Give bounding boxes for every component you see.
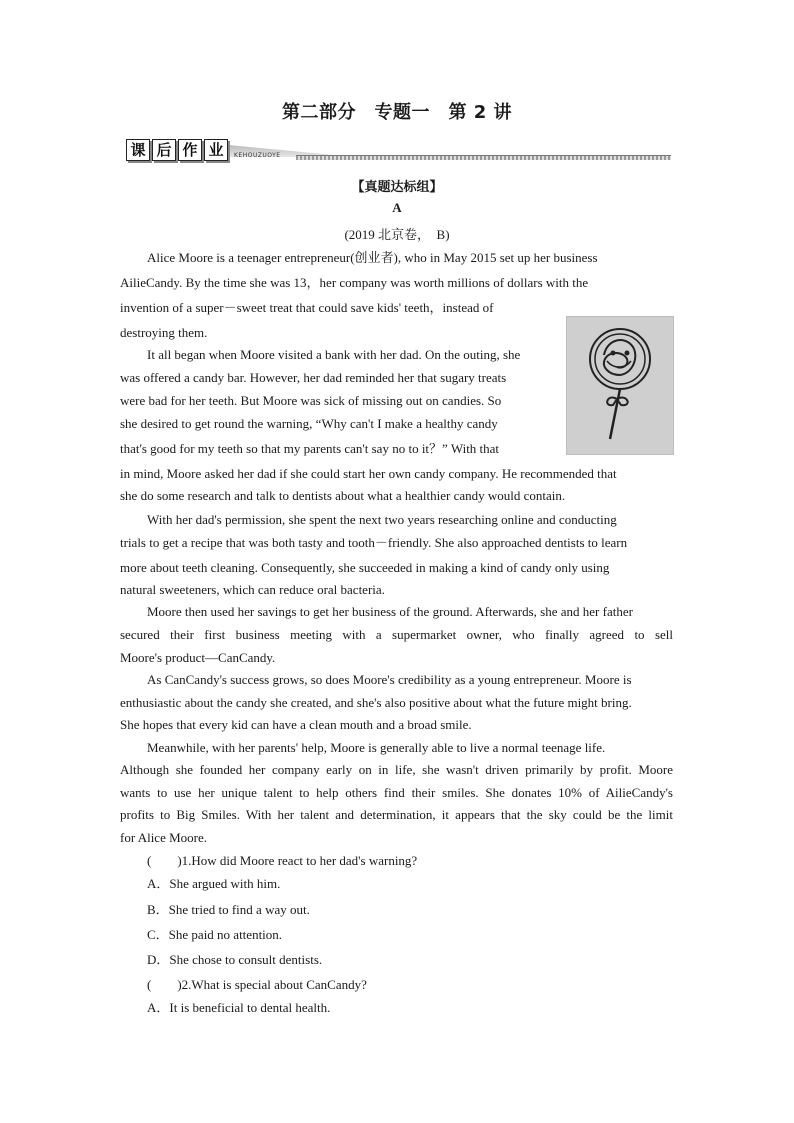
passage-line: more about teeth cleaning. Consequently, she succeeded in making a kind of candy only using (120, 560, 610, 575)
banner-char: 课 (126, 139, 150, 161)
passage-line: enthusiastic about the candy she created, and she's also positive about what the future might bring. (120, 695, 632, 710)
passage-line: Moore then used her savings to get her business of the ground. Afterwards, she and her father (147, 604, 633, 619)
passage-line: Alice Moore is a teenager entrepreneur(创业者), who in May 2015 set up her business (147, 250, 598, 265)
passage-line: was offered a candy bar. However, her dad reminded her that sugary treats (120, 370, 507, 385)
passage-line: Although she founded her company early on in life, she wasn't driven primarily by profit. Moore (120, 762, 673, 777)
passage-line: that's good for my teeth so that my parents can't say no to it？” With that (120, 441, 500, 456)
banner-char: 作 (178, 139, 202, 161)
passage-line: As CanCandy's success grows, so does Moore's credibility as a young entrepreneur. Moore is (147, 672, 632, 687)
banner-char: 业 (204, 139, 228, 161)
passage-line: in mind, Moore asked her dad if she could start her own candy company. He recommended that (120, 466, 617, 481)
group-label: 【真题达标组】 (351, 180, 443, 195)
option-1a: A．She argued with him. (147, 876, 281, 891)
passage-line: natural sweeteners, which can reduce oral bacteria. (120, 582, 385, 597)
passage-line: for Alice Moore. (120, 830, 208, 845)
passage-line: she do some research and talk to dentists about what a healthier candy would contain. (120, 488, 566, 503)
option-1d: D．She chose to consult dentists. (147, 952, 323, 967)
source-label: (2019 北京卷， B) (344, 227, 450, 242)
banner-rule (296, 155, 671, 160)
passage-label: A (392, 200, 402, 215)
question-2: ( )2.What is special about CanCandy? (147, 977, 367, 992)
passage-line: were bad for her teeth. But Moore was sick of missing out on candies. So (120, 393, 502, 408)
passage-line: AilieCandy. By the time she was 13，her company was worth millions of dollars with the (120, 275, 589, 290)
passage-line: wants to use her unique talent to help others find their smiles. She donates 10% of AilieCandy's (120, 785, 673, 800)
option-1b: B．She tried to find a way out. (147, 902, 310, 917)
passage-line: She hopes that every kid can have a clean mouth and a broad smile. (120, 717, 472, 732)
option-1c: C．She paid no attention. (147, 927, 283, 942)
passage-line: With her dad's permission, she spent the next two years researching online and conducting (147, 512, 617, 527)
passage-line: invention of a super－sweet treat that could save kids' teeth，instead of (120, 300, 494, 315)
lollipop-photo (566, 316, 674, 455)
passage-line: It all began when Moore visited a bank with her dad. On the outing, she (147, 347, 521, 362)
passage-line: Meanwhile, with her parents' help, Moore is generally able to live a normal teenage life. (147, 740, 606, 755)
homework-banner (126, 137, 671, 163)
passage-line: Moore's product—CanCandy. (120, 650, 276, 665)
passage-line: trials to get a recipe that was both tasty and tooth－friendly. She also approached dentists to learn (120, 535, 628, 550)
question-1: ( )1.How did Moore react to her dad's warning? (147, 853, 418, 868)
passage-line: she desired to get round the warning, “Why can't I make a healthy candy (120, 416, 498, 431)
passage-line: secured their first business meeting with a supermarket owner, who finally agreed to sell (120, 627, 673, 642)
passage-line: profits to Big Smiles. With her talent and determination, it appears that the sky could be the limit (120, 807, 673, 822)
banner-subtitle: KEHOUZUOYE (234, 152, 281, 159)
passage-line: destroying them. (120, 325, 208, 340)
option-2a: A．It is beneficial to dental health. (147, 1000, 331, 1015)
banner-char: 后 (152, 139, 176, 161)
lollipop-icon (567, 317, 673, 454)
page-title: 第二部分 专题一 第 2 讲 (281, 102, 513, 123)
